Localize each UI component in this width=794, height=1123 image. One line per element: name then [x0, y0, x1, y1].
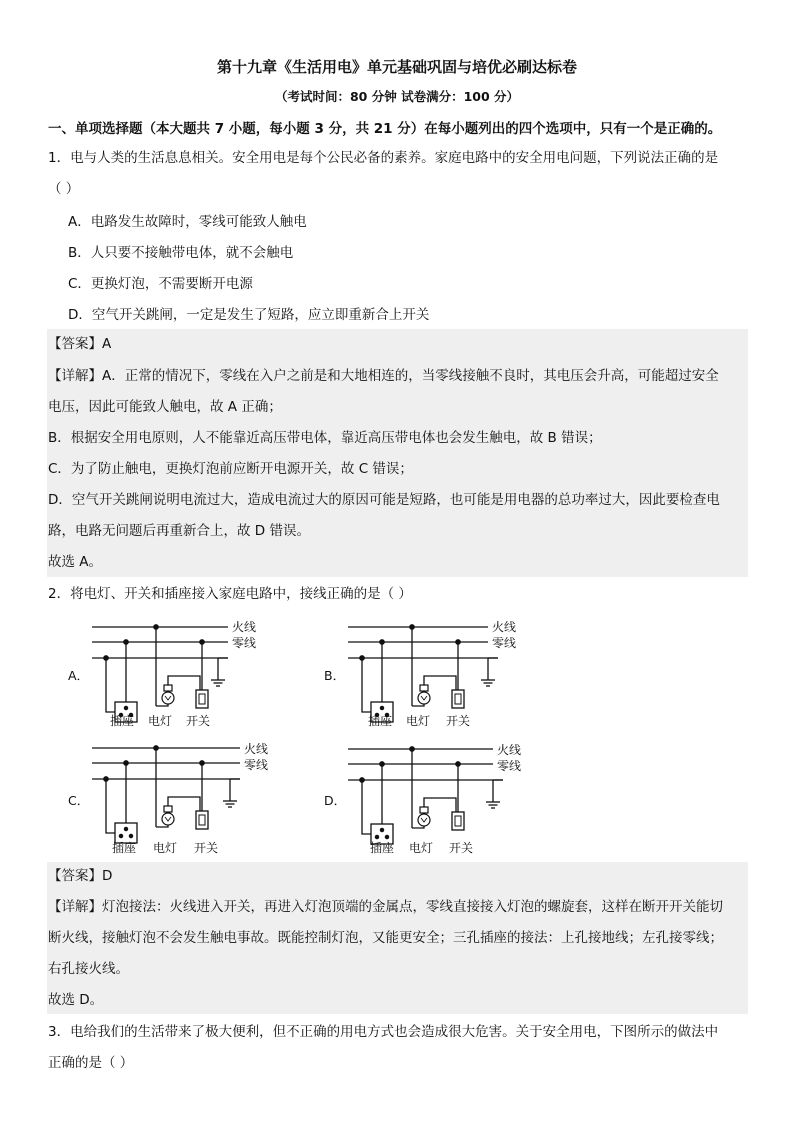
diagram-b-neutral-label: 零线 [492, 636, 517, 650]
q2-circuit-diagrams [0, 605, 794, 875]
switch-icon [196, 690, 208, 708]
q2-option-a-label: A． [68, 668, 90, 683]
ground-icon [211, 680, 225, 686]
diagram-a-switch-label: 开关 [186, 714, 211, 728]
q1-stem-line1: 1．电与人类的生活息息相关。安全用电是每个公民必备的素养。家庭电路中的安全用电问题，下列说法正确的是 [48, 150, 719, 166]
q1-detail-line5: D．空气开关跳闸说明电流过大，造成电流过大的原因可能是短路，也可能是用电器的总功率过大，因此要检查电 [48, 492, 720, 508]
q1-option-d: D．空气开关跳闸，一定是发生了短路，应立即重新合上开关 [68, 307, 430, 323]
diagram-a-neutral-label: 零线 [232, 636, 257, 650]
diagram-b-lamp-label: 电灯 [406, 714, 431, 728]
q1-detail-line4: C．为了防止触电，更换灯泡前应断开电源开关，故 C 错误； [48, 461, 413, 477]
section-heading: 一、单项选择题（本大题共 7 小题，每小题 3 分，共 21 分）在每小题列出的四个选项中，只有一个是正确的。 [48, 121, 722, 137]
switch-icon [196, 811, 208, 829]
q1-detail-line6: 路，电路无问题后再重新合上，故 D 错误。 [48, 523, 310, 539]
q3-stem-line1: 3．电给我们的生活带来了极大便利，但不正确的用电方式也会造成很大危害。关于安全用电，下图所示的做法中 [48, 1024, 719, 1040]
q1-stem-line2: （ ） [48, 181, 80, 197]
switch-icon [452, 690, 464, 708]
q3-stem-line2: 正确的是（ ） [48, 1055, 134, 1071]
switch-icon [452, 812, 464, 830]
diagram-d-live-label: 火线 [497, 743, 522, 757]
q1-option-b: B．人只要不接触带电体，就不会触电 [68, 245, 294, 261]
q2-option-d-label: D． [324, 793, 347, 808]
q1-detail-line3: B．根据安全用电原则，人不能靠近高压带电体，靠近高压带电体也会发生触电，故 B 错误； [48, 430, 602, 446]
q2-option-b-label: B． [324, 668, 346, 683]
q2-answer: 【答案】D [48, 868, 113, 884]
q1-detail-line2: 电压，因此可能致人触电，故 A 正确； [48, 399, 282, 415]
q1-detail-line7: 故选 A。 [48, 554, 103, 570]
diagram-c-socket-label: 插座 [112, 841, 137, 855]
diagram-d-switch-label: 开关 [449, 841, 474, 855]
diagram-a-live-label: 火线 [232, 620, 257, 634]
diagram-d-lamp-label: 电灯 [409, 841, 434, 855]
diagram-b-switch-label: 开关 [446, 714, 471, 728]
lamp-icon [162, 685, 174, 704]
q2-detail-line1: 【详解】灯泡接法：火线进入开关，再进入灯泡顶端的金属点，零线直接接入灯泡的螺旋套，这样在断开开关能切 [48, 899, 723, 915]
ground-icon [223, 801, 237, 807]
diagram-b-socket-label: 插座 [368, 714, 393, 728]
diagram-b-live-label: 火线 [492, 620, 517, 634]
lamp-icon [418, 685, 430, 704]
diagram-c-live-label: 火线 [244, 742, 269, 756]
q1-answer: 【答案】A [48, 336, 112, 352]
q1-option-a: A．电路发生故障时，零线可能致人触电 [68, 214, 307, 230]
q2-detail-line4: 故选 D。 [48, 992, 104, 1008]
diagram-a-socket-label: 插座 [110, 714, 135, 728]
lamp-icon [162, 806, 174, 825]
ground-icon [486, 802, 500, 808]
page-title: 第十九章《生活用电》单元基础巩固与培优必刷达标卷 [216, 58, 577, 76]
q2-option-c-label: C． [68, 793, 90, 808]
diagram-c-neutral-label: 零线 [244, 758, 269, 772]
ground-icon [481, 680, 495, 686]
diagram-c-lamp-label: 电灯 [153, 841, 178, 855]
lamp-icon [418, 807, 430, 826]
q2-detail-line2: 断火线，接触灯泡不会发生触电事故。既能控制灯泡，又能更安全；三孔插座的接法：上孔接地线；左孔接零线； [48, 930, 723, 946]
q2-stem: 2．将电灯、开关和插座接入家庭电路中，接线正确的是（ ） [48, 586, 412, 602]
q1-detail-line1: 【详解】A．正常的情况下，零线在入户之前是和大地相连的，当零线接触不良时，其电压会升高，可能超过安全 [48, 368, 719, 384]
diagram-c-switch-label: 开关 [194, 841, 219, 855]
exam-info: （考试时间：80 分钟 试卷满分：100 分） [274, 89, 520, 104]
q2-detail-line3: 右孔接火线。 [48, 961, 129, 977]
diagram-d-socket-label: 插座 [370, 841, 395, 855]
diagram-a-lamp-label: 电灯 [148, 714, 173, 728]
diagram-d-neutral-label: 零线 [497, 759, 522, 773]
q1-option-c: C．更换灯泡，不需要断开电源 [68, 276, 253, 292]
